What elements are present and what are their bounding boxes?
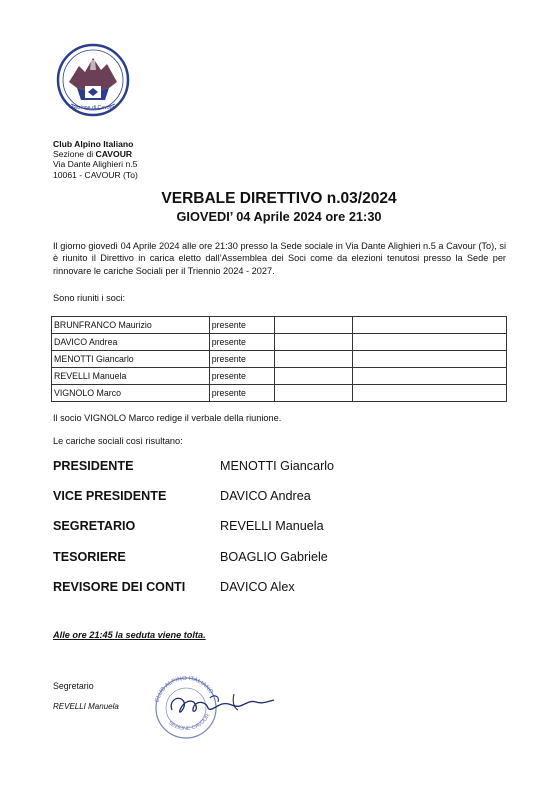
table-row (52, 351, 507, 368)
attendees-table (51, 316, 507, 402)
empty-cell (274, 351, 353, 368)
address: Via Dante Alighieri n.5 (53, 159, 138, 170)
club-logo (55, 42, 131, 118)
minutes-writer-note: Il socio VIGNOLO Marco redige il verbale della riunione. (53, 413, 282, 423)
role-label: REVISORE DEI CONTI (53, 580, 186, 594)
signature-name: REVELLI Manuela (53, 702, 119, 711)
role-label: PRESIDENTE (53, 459, 134, 473)
attendee-name: VIGNOLO Marco (52, 385, 210, 402)
role-label: VICE PRESIDENTE (53, 489, 167, 503)
table-row (52, 368, 507, 385)
empty-cell (274, 368, 353, 385)
empty-cell (274, 334, 353, 351)
table-row (52, 385, 507, 402)
empty-cell (353, 317, 507, 334)
closing-statement: Alle ore 21:45 la seduta viene tolta. (53, 630, 206, 640)
attendee-status: presente (209, 334, 274, 351)
roles-intro: Le cariche sociali così risultano: (53, 436, 183, 446)
empty-cell (353, 334, 507, 351)
cai-logo-icon (55, 42, 131, 118)
empty-cell (353, 368, 507, 385)
svg-text:SEZIONE CAVOUR: SEZIONE CAVOUR (166, 713, 212, 733)
table-row (52, 317, 507, 334)
attendee-status: presente (209, 317, 274, 334)
section-line: Sezione di CAVOUR (53, 149, 133, 160)
attendee-status: presente (209, 351, 274, 368)
empty-cell (353, 351, 507, 368)
document-subtitle: GIOVEDI’ 04 Aprile 2024 ore 21:30 (176, 209, 382, 224)
role-holder: DAVICO Alex (220, 580, 295, 594)
intro-paragraph: Il giorno giovedì 04 Aprile 2024 alle ore 21:30 presso la Sede sociale in Via Dante Alighieri n.5 a Cavour (To), si è riunito il Direttivo in carica eletto dall’Assemblea dei Soci come da elezioni tenutosi presso la Sede per rinnovare le cariche Sociali per il Triennio 2024 - 2027. (53, 241, 506, 276)
stamp-with-signature (150, 672, 290, 740)
attendees-label: Sono riuniti i soci: (53, 293, 126, 303)
svg-text:Sezione di Cavour: Sezione di Cavour (71, 105, 115, 111)
attendee-name: DAVICO Andrea (52, 334, 210, 351)
club-name: Club Alpino Italiano (53, 139, 134, 149)
empty-cell (274, 317, 353, 334)
svg-text:CLUB ALPINO ITALIANO: CLUB ALPINO ITALIANO (154, 675, 214, 704)
attendee-name: BRUNFRANCO Maurizio (52, 317, 210, 334)
role-holder: DAVICO Andrea (220, 489, 311, 503)
document-title: VERBALE DIRETTIVO n.03/2024 (161, 190, 397, 207)
empty-cell (353, 385, 507, 402)
attendee-status: presente (209, 368, 274, 385)
role-label: TESORIERE (53, 550, 126, 564)
attendee-name: MENOTTI Giancarlo (52, 351, 210, 368)
city: 10061 - CAVOUR (To) (53, 169, 138, 180)
empty-cell (274, 385, 353, 402)
letterhead (53, 139, 138, 180)
attendee-name: REVELLI Manuela (52, 368, 210, 385)
signature-role: Segretario (53, 681, 94, 691)
section-name: CAVOUR (95, 149, 133, 160)
role-holder: BOAGLIO Gabriele (220, 550, 328, 564)
role-holder: MENOTTI Giancarlo (220, 459, 335, 473)
role-holder: REVELLI Manuela (220, 519, 324, 533)
role-label: SEGRETARIO (53, 519, 136, 533)
attendee-status: presente (209, 385, 274, 402)
stamp-icon (150, 672, 290, 740)
table-row (52, 334, 507, 351)
